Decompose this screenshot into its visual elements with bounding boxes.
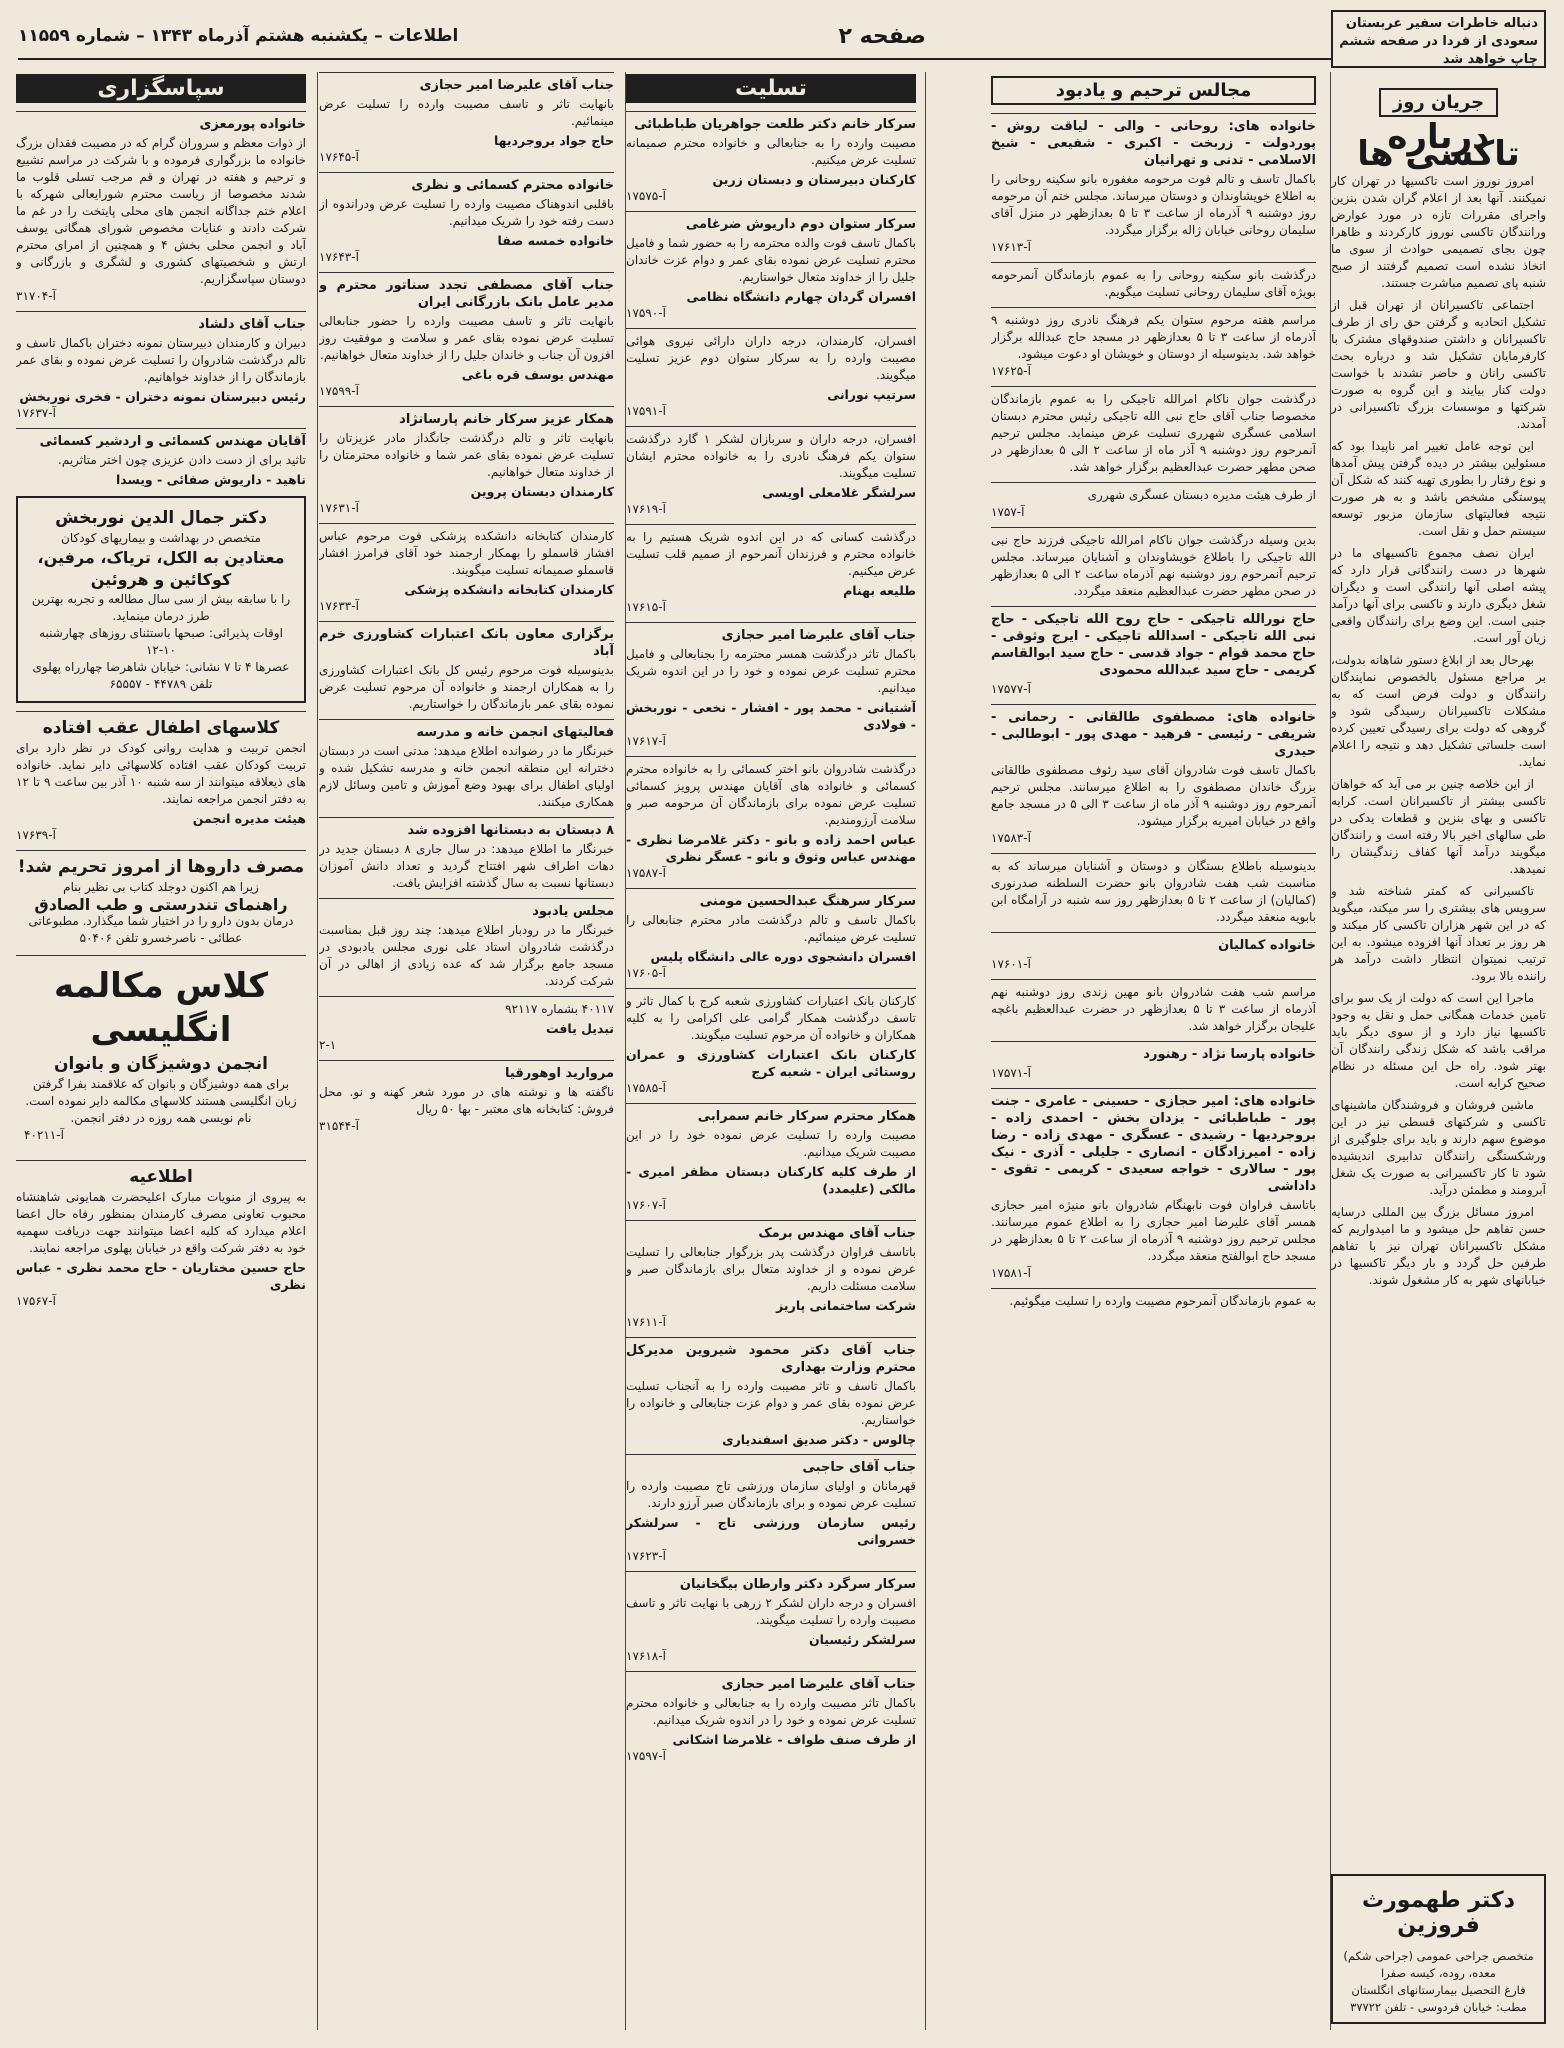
ad-books-names: راهنمای تندرستی و طب الصادق xyxy=(34,895,288,914)
notice-body: کارکنان بانک اعتبارات کشاورزی شعبه کرج با کمال تاثر و تاسف درگذشت همکار گرامی علی اکرامی را به کلیه همکاران و خانواده آن مرحوم تسلیت میگویند. xyxy=(626,994,916,1042)
notice-body: باکمال تاسف و تالم درگذشت مادر محترم جنابعالی را تسلیت عرض مینمائیم. xyxy=(626,913,916,944)
notice-body: درگذشت جوان ناکام امرالله تاجیکی را به عموم بازماندگان مخصوصا جناب آقای حاج نبی الله تاجیکی رئیس محترم دبستان اسلامی عسگری شهرری تسلیت عرض مینماید. مجلس ترحیم آنمرحوم روز دوشنبه ۹ آذر ماه از ساعت ۲ الی ۵ بعدازظهر در صحن مطهر حضرت عبدالعظیم برگزار خواهد شد. xyxy=(991,392,1316,474)
notice xyxy=(626,1220,916,1331)
notice-signature: رئیس سازمان ورزشی تاج - سرلشکر خسروانی xyxy=(626,1515,916,1547)
page-number: صفحه ۲ xyxy=(838,23,926,49)
notice-title: خانواده محترم کسمائی و نظری xyxy=(411,178,614,193)
notice-title: خانواده کمالیان xyxy=(1218,938,1316,953)
notice-body: خبرنگار ما اطلاع میدهد: در سال جاری ۸ دبستان جدید در دهات اطراف شهر افتتاح گردید و تعداد دانش آموزان دبستانها نسبت به سال گذشته افزایش یافت. xyxy=(319,842,614,890)
notice-body: ناگفته ها و نوشته های در مورد شعر کهنه و نو. محل فروش: کتابخانه های معتبر - بها ۵۰ ریال xyxy=(319,1085,614,1116)
doctor-name: دکتر طهمورث فروزین xyxy=(1362,1888,1515,1938)
notice xyxy=(319,1060,614,1135)
editorial-paragraph: اجتماعی تاکسیرانان از تهران قبل از تشکیل اتحادیه و گرفتن حق رای از طرف تاکسیرانان و داشتن صندوقهای مشترک با کارفرمایان تشکیل شد و درباره بحث تاکسی رانان و حاضر نشدند با خواست دولت کنار بیایند و این گروه به صورت شرکتها و موسسات بزرگ تاکسیرانی در آمدند. xyxy=(1331,298,1546,431)
editorial-paragraph: این توجه عامل تغییر امر ناپیدا بود که مسئولین بیشتر در دیده گرفتن پیش آمدها و نوع رفتار را بطوری تهیه کنند که شکل آن پیوستگی مشخص باشد و به هر صورت نتیجه فعالیتهای سازمان مزبور توسعه سیستم حمل و نقل است. xyxy=(1331,439,1546,538)
notice-signature: آشتیانی - محمد پور - افشار - نخعی - نوربخش - فولادی xyxy=(626,700,916,732)
english-class-ad xyxy=(16,955,306,1152)
notice-code: آ-۱۷۶۴۳ xyxy=(319,250,359,264)
notice xyxy=(626,888,916,982)
notice xyxy=(991,1288,1316,1310)
editorial-body xyxy=(1331,173,1546,1289)
ad-doctor-line: معتادین به الکل، تریاک، مرفین، کوکائین و هروئین xyxy=(37,548,285,589)
thanks-notices xyxy=(16,111,306,488)
notice xyxy=(16,428,306,488)
editorial-paragraph: ماجرا این است که دولت از یک سو برای تامین خدمات همگانی حمل و نقل به وجود تاکسیها نیاز دارد و از سوی دیگر باید مراقب باشد که شکل زندگی رانندگان آن بهتر شود. راه حل این مسئله در نظام صحیح کرایه است. xyxy=(1331,991,1546,1090)
ad-doctor-line: اوقات پذیرائی: صبحها باستثنای روزهای چهارشنبه ۱۰-۱۲ xyxy=(39,626,283,657)
notice xyxy=(319,719,614,811)
ad-english-body: برای همه دوشیزگان و بانوان که علاقمند بفرا گرفتن زبان انگلیسی هستند کلاسهای مکالمه دایر نموده است. نام نویسی همه روزه در دفتر انجمن. xyxy=(25,1077,297,1125)
doctor-nourbakhsh-ad xyxy=(16,496,306,703)
column-rule xyxy=(317,72,318,2030)
notice xyxy=(16,311,306,422)
notice-title: همکار عزیز سرکار خانم پارسانژاد xyxy=(399,412,614,427)
ad-english-title: کلاس مکالمه انگلیسی xyxy=(53,966,269,1050)
notice-body: کارمندان کتابخانه دانشکده پزشکی فوت مرحوم عباس افشار قاسملو را بهمکار ارجمند خود آقای فرامرز افشار قاسملو صمیمانه تسلیت میگویند. xyxy=(319,529,614,577)
notice-body: باقلبی اندوهناک مصیبت وارده را تسلیت عرض ودراندوه از دست رفته خود را شریک میدانیم. xyxy=(319,197,614,228)
notice-title: ۸ دبستان به دبستانها افزوده شد xyxy=(407,823,614,838)
ad-classes-body: انجمن تربیت و هدایت روانی کودک در نظر دارد برای تربیت کودکان عقب افتاده کلاسهائی دایر نماید. خانواده های ذیعلاقه میتوانند از سه شنبه ۱۰ آذر بین ساعت ۹ تا ۱۲ به دفتر انجمن مراجعه نمایند. xyxy=(16,741,306,806)
notice-signature: سرلشکر رئیسیان xyxy=(808,1632,916,1647)
medicine-book-ad xyxy=(16,850,306,947)
announcement-title: اطلاعیه xyxy=(129,1167,193,1187)
notice-code: آ-۱۷۶۱۸ xyxy=(626,1649,666,1663)
ad-english-code: آ-۴۰۲۱۱ xyxy=(24,1128,64,1142)
notice-code: ۲-۱ xyxy=(319,1038,337,1052)
notice xyxy=(319,996,614,1054)
notice-body: بانهایت تاثر و تاسف مصیبت وارده را حضور جنابعالی تسلیت عرض نموده بقای عمر و سلامت و موفقیت روز افزون آن جناب و خاندان جلیل را از خداوند متعال خواهانیم. xyxy=(319,314,614,362)
doctor-details xyxy=(1339,1948,1538,2016)
notice-signature: ناهید - داریوش صفائی - ویسدا xyxy=(116,472,306,487)
ad-classes-title: کلاسهای اطفال عقب افتاده xyxy=(42,718,280,738)
notice-body: باکمال تاثر درگذشت همسر محترمه را بجنابعالی و فامیل محترم تسلیت عرض نموده و خود را در این اندوه شریک میدانیم. xyxy=(626,647,916,695)
notice-body: به عموم بازماندگان آنمرحوم مصیبت وارده را تسلیت میگوئیم. xyxy=(1009,1294,1316,1308)
notice-title: خانواده پارسا نژاد - رهنورد xyxy=(1143,1047,1316,1062)
thanks-banner: سپاسگزاری xyxy=(16,74,306,103)
notice-body: مصیبت وارده را به جنابعالی و خانواده محترم صمیمانه تسلیت عرض میکنیم. xyxy=(626,136,916,167)
notice xyxy=(626,988,916,1097)
teaser-box: دنباله خاطرات سفیر عربستان سعودی از فردا در صفحه ششم چاپ خواهد شد xyxy=(1331,10,1546,68)
editorial-paragraph: ماشین فروشان و فروشندگان ماشینهای تاکسی و شرکتهای قسطی نیز در این موضوع سهم دارند و باید برای جلوگیری از ورشکستگی رانندگان تدابیری اندیشیده شود تا کار تاکسیرانی به صورت یک شغل آبرومند و مطمئن درآید. xyxy=(1331,1098,1546,1197)
notice-code: آ-۱۷۶۰۵ xyxy=(626,966,666,980)
notice-body: قهرمانان و اولیای سازمان ورزشی تاج مصیبت وارده را تسلیت عرض نموده و برای بازماندگان صبر آرزو دارند. xyxy=(626,1479,916,1510)
notice-body: درگذشت بانو سکینه روحانی را به عموم بازماندگان آنمرحومه بویژه آقای سلیمان روحانی تسلیت میگویم. xyxy=(991,268,1316,299)
notice-code: آ-۱۷۵۸۵ xyxy=(626,1081,666,1095)
notice-title: برگزاری معاون بانک اعتبارات کشاورزی خرم آباد xyxy=(319,627,614,659)
notice-code: آ-۱۷۵۷ xyxy=(991,505,1025,519)
notice-code: آ-۱۷۶۲۳ xyxy=(626,1549,666,1563)
notice-body: مصیبت وارده را تسلیت عرض نموده خود را در این مصیبت شریک میدانیم. xyxy=(626,1128,916,1159)
notice xyxy=(319,272,614,400)
notice xyxy=(991,386,1316,476)
notice-body: درگذشت شادروان بانو اختر کسمائی را به خانواده محترم کسمائی و خانواده های آقایان مهندس پرویز کسمائی تسلیت عرض نموده برای بازماندگان آن مرحومه صبر و سلامت آرزومندیم. xyxy=(626,762,916,827)
notice xyxy=(626,211,916,322)
doctor-advertisement xyxy=(1331,1874,1546,2024)
notice xyxy=(991,932,1316,973)
notice-body: باکمال تاسف فوت شادروان آقای سید رئوف مصطفوی طالقانی بزرگ خاندان مصطفوی را به اطلاع میرسانند. مجلس ترحیم آنمرحوم روز دوشنبه ۹ آذر ماه از ساعت ۳ الی ۵ در مسجد جامع واقع در خیابان امیریه برگزار میشود. xyxy=(991,763,1316,828)
notice xyxy=(991,307,1316,380)
notice-body: افسران، کارمندان، درجه داران دارائی نیروی هوائی مصیبت وارده را به سرکار ستوان دوم عزیز تسلیت میگویند. xyxy=(626,334,916,382)
notice-signature: سرتیپ نورانی xyxy=(827,387,916,402)
notice xyxy=(319,172,614,266)
notice-title: خانواده های: روحانی - والی - لیاقت روش - پوردولت - زربخت - اکبری - شفیعی - شیخ الاسلامی - تدنی و تهرانیان xyxy=(991,119,1316,168)
doctor-line: متخصص جراحی عمومی (جراحی شکم) معده، روده، کیسه صفرا xyxy=(1343,1949,1534,1980)
notice-title: آقایان مهندس کسمائی و اردشیر کسمائی xyxy=(39,434,306,449)
notice-title: جناب آقای علیرضا امیر حجازی xyxy=(721,1677,916,1692)
notice xyxy=(319,898,614,990)
notice-signature: مهندس یوسف قره باغی xyxy=(461,367,614,382)
notice-body: بدینوسیله باطلاع بستگان و دوستان و آشنایان میرساند که به مناسبت شب هفت شادروان بانو حضرت السلطنه صدرنوری (کمالیان) از ساعت ۲ تا ۵ بعدازظهر روز سه شنبه در آرامگاه ابن بابویه منعقد میگردد. xyxy=(991,859,1316,924)
notice-signature: افسران گردان چهارم دانشگاه نظامی xyxy=(686,289,916,304)
notice-title: خانواده پورمعزی xyxy=(199,117,306,132)
notice-title: حاج نورالله تاجیکی - حاج روح الله تاجیکی - حاج نبی الله تاجیکی - اسدالله تاجیکی - ایرج وثوقی - حاج محمد قوام - جواد قدسی - حاج سید ابوالقاسم کریمی - حاج سید عبدالله محمودی xyxy=(991,612,1316,678)
notice xyxy=(991,482,1316,521)
notice-signature: خانواده خمسه صفا xyxy=(497,233,614,248)
doctor-line: مطب: خیابان فردوسی - تلفن ۳۷۷۲۲ xyxy=(1350,2000,1527,2014)
notice-signature: از طرف صنف طواف - غلامرضا اشکانی xyxy=(672,1732,916,1747)
notice xyxy=(991,113,1316,256)
notice-title: جناب آقای دکتر محمود شیروین مدیرکل محترم وزارت بهداری xyxy=(626,1343,916,1375)
notice-signature: کارکنان دبیرستان و دبستان زرین xyxy=(712,172,916,187)
notice xyxy=(626,756,916,882)
notice-code: آ-۱۷۶۳۱ xyxy=(319,501,359,515)
notice-title: جناب آقای حاجبی xyxy=(802,1460,916,1475)
notice-signature: عباس احمد زاده و بانو - دکتر غلامرضا نظری - مهندس عباس وثوق و بانو - عسگر نظری xyxy=(626,832,916,864)
notice-body: از ذوات معظم و سروران گرام که در مصیبت فقدان بزرگ خانواده ما بزرگواری فرموده و با شرکت در مراسم تشییع و ترحیم و هفته در تهران و قم مرجب تسلی قلوب ما شدند مخصوصا از ریاست محترم شورایعالی شهرکه با اعلام ختم جداگانه انجمن های محلی پایتخت را در غم ما شرکت دادند و عنایات مخصوص شورای همگانی یوسف آباد و انجمن محلی بخش ۴ و همچنین از امرای محترم ارتش و شخصیتهای کشوری و لشگری و بازرگانی و دوستان سپاسگزاریم. xyxy=(16,136,306,286)
notice-body: خبرنگار ما در رضوانده اطلاع میدهد: مدتی است در دبستان دخترانه این منطقه انجمن خانه و مدرسه تشکیل شده و اولیای اطفال برای بهبود وضع آموزش و تامین وسائل لازم همکاری میکنند. xyxy=(319,744,614,809)
notice-signature: تبدیل یافت xyxy=(545,1021,614,1036)
ad-doctor-line: عصرها ۴ تا ۷ نشانی: خیابان شاهرضا چهارراه پهلوی xyxy=(32,660,290,674)
notice-signature: شرکت ساختمانی پاریز xyxy=(776,1298,916,1313)
notice-title: سرکار ستوان دوم داریوش ضرغامی xyxy=(685,217,916,232)
notice-body: تاثید برای از دست دادن عزیزی چون اختر متاثریم. xyxy=(58,453,306,467)
editorial-kicker: جریان روز xyxy=(1379,88,1498,117)
notice-code: آ-۱۷۵۸۱ xyxy=(991,1266,1031,1280)
notice-body: بانهایت تاثر و تاسف مصیبت وارده را تسلیت عرض مینمائیم. xyxy=(319,97,614,128)
notice-body: بدین وسیله درگذشت جوان ناکام امرالله تاجیکی فرزند حاج نبی الله تاجیکی را باطلاع خویشاوندان و آشنایان میرساند. مجلس ترحیم آنمرحوم روز دوشنبه نهم آذرماه ساعت ۲ الی ۵ بعدازظهر در صحن مطهر حضرت عبدالعظیم منعقد میگردد. xyxy=(991,533,1316,598)
notice-body: درگذشت کسانی که در این اندوه شریک هستیم را به خانواده محترم و فرزندان آنمرحوم از صمیم قلب تسلیت عرض میکنیم. xyxy=(626,530,916,578)
notice xyxy=(626,1671,916,1765)
notice-code: آ-۱۷۶۴۵ xyxy=(319,150,359,164)
editorial-paragraph: امروز مسائل بزرگ بین المللی درسایه حسن تفاهم حل میشود و ما امیدواریم که مشکل تاکسیرانان تهران نیز با تفاهم طرفین حل گردد و بار دیگر تاکسیها در خیابانهای شهر به کار مشغول شوند. xyxy=(1331,1205,1546,1287)
notices-column xyxy=(319,72,614,2030)
notice-title: همکار محترم سرکار خانم سمرابی xyxy=(697,1109,916,1124)
notice xyxy=(626,111,916,205)
notice xyxy=(991,262,1316,301)
notice-body: مراسم هفته مرحوم ستوان یکم فرهنگ نادری روز دوشنبه ۹ آذرماه از ساعت ۳ تا ۵ بعدازظهر در مسجد حاج عبدالله برگزار خواهد شد. بدینوسیله از دوستان و خویشان او دعوت میشود. xyxy=(991,313,1316,361)
notice xyxy=(626,1337,916,1448)
editorial-title: درباره تاکسی ها xyxy=(1357,117,1520,174)
notice-title: سرکار سرگرد دکتر وارطان بیگخانیان xyxy=(679,1577,916,1592)
notice-title: جناب آقای علیرضا امیر حجازی xyxy=(419,78,614,93)
notice-body: باتاسف فراوان درگذشت پدر بزرگوار جنابعالی را تسلیت عرض نموده و از خداوند متعال برای بازماندگان صبر و سلامت مسئلت داریم. xyxy=(626,1245,916,1293)
notice-code: آ-۱۷۶۱۱ xyxy=(626,1315,666,1329)
ad-doctor-lines xyxy=(26,530,296,693)
notice-code: آ-۱۷۵۷۱ xyxy=(991,1066,1031,1080)
ad-classes-code: آ-۱۷۶۳۹ xyxy=(16,828,56,842)
notice-code: آ-۱۷۶۳۷ xyxy=(16,406,56,420)
notice-signature: چالوس - دکتر صدیق اسفندیاری xyxy=(722,1432,916,1447)
masthead xyxy=(18,14,1546,60)
notice-body: افسران و درجه داران لشکر ۲ زرهی با نهایت تاثر و تاسف مصیبت وارده را تسلیت میگویند. xyxy=(626,1596,916,1627)
condolence-column xyxy=(626,72,916,2030)
notice xyxy=(626,1571,916,1665)
notice xyxy=(626,426,916,518)
editorial-paragraph: تاکسیرانی که کمتر شناخته شد و سرویس های بیشتری را سر میکند، میگوید که در این شهر هزاران تاکسی کار میکند و هر روز بر تعداد آنها افزوده میشود. به این ترتیب نمیتوان انتظار داشت درآمد هر راننده بالا برود. xyxy=(1331,884,1546,983)
notice-body: دبیران و کارمندان دبیرستان نمونه دختران باکمال تاسف و تالم درگذشت شادروان را تسلیت عرض نموده و بقای عمر بازماندگان را از خداوند خواهانیم. xyxy=(16,336,306,384)
notice-body: مراسم شب هفت شادروان بانو مهین زندی روز دوشنبه نهم آذرماه از ساعت ۳ تا ۵ بعدازظهر در حضرت عبدالعظیم باغچه علیجان برگزار خواهد شد. xyxy=(991,985,1316,1033)
ad-doctor-line: تلفن ۴۴۷۸۹ - ۶۵۵۵۷ xyxy=(109,677,213,691)
ad-doctor-line: را با سابقه بیش از سی سال مطالعه و تجربه بهترین طرز درمان مینماید. xyxy=(31,592,291,623)
notice xyxy=(319,72,614,166)
notice-title: فعالیتهای انجمن خانه و مدرسه xyxy=(416,725,614,740)
condolence-header: تسلیت xyxy=(626,74,916,103)
memorial-notices xyxy=(991,113,1316,1310)
notice-title: جناب آقای مصطفی تجدد سناتور محترم و مدیر عامل بانک بازرگانی ایران xyxy=(319,278,614,310)
notice-signature: کارمندان کتابخانه دانشکده پزشکی xyxy=(404,582,614,597)
notice xyxy=(626,328,916,420)
notice-signature: حاج جواد بروجردیها xyxy=(493,133,614,148)
notice-title: مجلس یادبود xyxy=(532,904,614,919)
notice-code: آ-۱۷۵۹۹ xyxy=(319,384,359,398)
notice xyxy=(626,1454,916,1565)
notice xyxy=(991,1088,1316,1282)
notice xyxy=(626,524,916,616)
notice-title: جناب آقای دلشاد xyxy=(198,317,306,332)
notice-body: خبرنگار ما در رودبار اطلاع میدهد: چند روز قبل بمناسبت درگذشت شادروان استاد علی نوری مجلس یادبودی در مسجد جامع برگزار شد که عده زیادی از اهالی در آن شرکت کردند. xyxy=(319,923,614,988)
notice-body: باکمال تاسف و تاثر مصیبت وارده را به آنجناب تسلیت عرض نموده بقای عمر و دوام عزت جنابعالی و خانواده را خواستاریم. xyxy=(626,1379,916,1427)
notice-code: آ-۱۷۵۹۰ xyxy=(626,306,666,320)
notice-body: ۴۰۱۱۷ بشماره ۹۲۱۱۷ xyxy=(505,1002,614,1016)
notice-signature: از طرف کلیه کارکنان دبستان مظفر امیری - مالکی (علیمدد) xyxy=(626,1164,916,1196)
notice xyxy=(16,111,306,305)
editorial-paragraph: بهرحال بعد از ابلاغ دستور شاهانه بدولت، بر مراجع مسئول بالخصوص نمایندگان رانندگان و دولت فرض است که به مشکلات تاکسیرانان رسیدگی شود و گروهی که دولت برای رسیدگی تعیین کرده است جلساتی تشکیل دهد و نتیجه را اعلام نماید. xyxy=(1331,653,1546,769)
ad-doctor-line: متخصص در بهداشت و بیماریهای کودکان xyxy=(61,531,261,545)
notice-title: سرکار خانم دکتر طلعت جواهریان طباطبائی xyxy=(634,117,916,132)
column-rule xyxy=(925,72,926,2030)
notice xyxy=(319,817,614,892)
ad-books-subtitle: زیرا هم اکنون دوجلد کتاب بی نظیر بنام xyxy=(63,880,259,894)
notice-title: خانواده های: امیر حجازی - حسینی - عامری - جنت پور - طباطبائی - یزدان بخش - احمدی زاده - بروجردیها - رشیدی - عسگری - مهدی زاده - رضا زاده - امیرزادگان - انصاری - جلیلی - آذری - نیک پور - سالاری - خواجه سعیدی - کریمی - تقوی - داداشی xyxy=(991,1094,1316,1194)
notice xyxy=(319,406,614,517)
notice-body: از طرف هیئت مدیره دبستان عسگری شهرری xyxy=(1087,488,1316,502)
notice-body: باکمال تاسف و تالم فوت مرحومه مغفوره بانو سکینه روحانی را به اطلاع خویشاوندان و دوستان میرساند. مجلس ختم آن مرحومه روز دوشنبه ۹ آذرماه از ساعت ۳ تا ۵ بعدازظهر در منزل آقای سلیمان روحانی خیابان ژاله برگزار میگردد. xyxy=(991,172,1316,237)
notice-signature: افسران دانشجوی دوره عالی دانشگاه پلیس xyxy=(650,949,916,964)
issue-line: اطلاعات – یکشنبه هشتم آذرماه ۱۳۴۳ – شماره ۱۱۵۵۹ xyxy=(18,26,459,46)
doctor-line: فارغ التحصیل بیمارستانهای انگلستان xyxy=(1351,1983,1526,1997)
notice-signature: کارمندان دبستان پروین xyxy=(470,484,614,499)
notice-body: باکمال تاسف فوت والده محترمه را به حضور شما و فامیل محترم تسلیت عرض نموده بقای عمر و دوام عزت خاندان جلیل را از خداوند متعال خواستاریم. xyxy=(626,236,916,284)
notice-code: آ-۳۱۵۴۴ xyxy=(319,1119,359,1133)
notice-code: آ-۱۷۵۹۱ xyxy=(626,404,666,418)
notice-code: آ-۱۷۵۸۳ xyxy=(991,831,1031,845)
notice xyxy=(991,979,1316,1035)
memorial-header: مجالس ترحیم و یادبود xyxy=(991,76,1316,105)
notice xyxy=(626,1103,916,1214)
notice-code: آ-۱۷۶۳۳ xyxy=(319,599,359,613)
notice-title: خانواده های: مصطفوی طالقانی - رحمانی - شریفی - رئیسی - فرهید - مهدی پور - ابوطالبی - حیدری xyxy=(991,710,1316,759)
special-classes-ad xyxy=(16,711,306,844)
ad-books-body: درمان بدون دارو را در اختیار شما میگذارد. مطبوعاتی عطائی - ناصرخسرو تلفن ۵۰۴۰۶ xyxy=(28,914,294,945)
notice-body: باتاسف فراوان فوت نابهنگام شادروان بانو منیژه امیر حجازی همسر آقای علیرضا امیر حجازی را به اطلاع عموم میرسانند. مجلس ترحیم روز دوشنبه ۹ آذرماه از ساعت ۲ تا ۵ بعدازظهر در مسجد حاج ابوالفتح منعقد میگردد. xyxy=(991,1198,1316,1263)
announcement-sign: حاج حسین مختاریان - حاج محمد نظری - عباس نظری xyxy=(16,1260,306,1292)
notice-body: بانهایت تاثر و تالم درگذشت جانگداز مادر عزیزتان را تسلیت عرض نموده بقای عمر شما و خانواده محترمتان را از خداوند متعال خواهانیم. xyxy=(319,431,614,479)
announcement-code: آ-۱۷۵۶۷ xyxy=(16,1294,56,1308)
notice xyxy=(991,1041,1316,1082)
editorial-paragraph: از این خلاصه چنین بر می آید که خواهان تاکسی بیشتر از تاکسیرانان است. کرایه تاکسی و بهای بنزین و قطعات یدکی در طی سالهای اخیر بالا رفته است و رانندگان میگویند درآمد آنها کفاف زندگیشان را نمیدهد. xyxy=(1331,777,1546,876)
notice-body: باکمال تاثر مصیبت وارده را به جنابعالی و خانواده محترم تسلیت عرض نموده و خود را در اندوه شریک میدانیم. xyxy=(626,1696,916,1727)
notice-signature: کارکنان بانک اعتبارات کشاورزی و عمران روستائی ایران - شعبه کرج xyxy=(626,1047,916,1079)
notice xyxy=(991,853,1316,926)
notice-body: بدینوسیله فوت مرحوم رئیس کل بانک اعتبارات کشاورزی را به همکاران ارجمند و خانواده آن مرحوم تسلیت عرض نموده بقای عمر بازماندگان را خواستاریم. xyxy=(319,663,614,711)
notice-title: جناب آقای علیرضا امیر حجازی xyxy=(721,628,916,643)
notice-code: آ-۱۷۶۱۳ xyxy=(991,240,1031,254)
notice-code: آ-۱۷۵۷۵ xyxy=(626,189,666,203)
notice-title: جناب آقای مهندس برمک xyxy=(758,1226,916,1241)
ad-english-org: انجمن دوشیزگان و بانوان xyxy=(54,1054,268,1074)
notice-code: آ-۳۱۷۰۴ xyxy=(16,289,56,303)
notice xyxy=(991,704,1316,847)
notice-code: آ-۱۷۵۷۷ xyxy=(991,682,1031,696)
notice-signature: طلیعه بهنام xyxy=(843,583,916,598)
notice-code: آ-۱۷۵۸۷ xyxy=(626,866,666,880)
condolence-notices xyxy=(626,111,916,1765)
notice-code: آ-۱۷۶۱۹ xyxy=(626,502,666,516)
misc-notices xyxy=(319,72,614,1135)
notice-code: آ-۱۷۶۰۱ xyxy=(991,957,1031,971)
notice-body: افسران، درجه داران و سربازان لشکر ۱ گارد درگذشت ستوان یکم فرهنگ نادری را به خانواده محترم ایشان تسلیت میگویند. xyxy=(626,432,916,480)
notice-code: آ-۱۷۶۱۵ xyxy=(626,600,666,614)
notice-signature: رئیس دبیرستان نمونه دختران - فخری نوربخش xyxy=(19,389,306,404)
announcement-body: به پیروی از منویات مبارک اعلیحضرت همایونی شاهنشاه محبوب تعاونی مصرف کارمندان بمنظور رفاه حال اعضا اعلام میدارد که کلیه اعضا میتوانند جهت دریافت سهمیه خود به دفتر شرکت واقع در خیابان پهلوی مراجعه نمایند. xyxy=(16,1190,306,1255)
notice xyxy=(319,523,614,615)
thanks-ads-column xyxy=(16,72,306,2030)
notice-title: سرکار سرهنگ عبدالحسین مومنی xyxy=(699,894,916,909)
ad-classes-sign: هیئت مدیره انجمن xyxy=(192,811,306,826)
notice-code: آ-۱۷۶۰۷ xyxy=(626,1198,666,1212)
editorial-paragraph: امروز نوروز است تاکسیها در تهران کار نمیکنند. آنها بعد از اعلام گران شدن بنزین واجرای مقررات تازه در مورد عوارض ورانندگان تاکسی نوروز کارکردند و ظاهرا چون بجای تصمیمی حوادث از سوی ما اتخاذ نشده است تصمیم گرفتند از صبح شنبه پای تصمیم مباشرت جستند. xyxy=(1331,174,1546,290)
notice xyxy=(626,622,916,750)
notice-signature: سرلشگر غلامعلی اویسی xyxy=(762,485,916,500)
ad-doctor-name: دکتر جمال الدین نوربخش xyxy=(55,508,267,528)
notice-title: مروارید اوهورقیا xyxy=(505,1066,614,1081)
notice xyxy=(991,606,1316,698)
notice-code: آ-۱۷۶۲۵ xyxy=(991,364,1031,378)
announcement xyxy=(16,1160,306,1310)
notice xyxy=(319,621,614,713)
memorial-column xyxy=(991,72,1316,2030)
editorial-paragraph: ایران نصف مجموع تاکسیهای ما در شهرها در دست رانندگانی قرار دارد که پیشه اصلی آنها رانندگی است و دیگران شغل دیگری دارند و تاکسی برای آنها درآمد جنبی است. این وضع برای رانندگان واقعی زیان آور است. xyxy=(1331,546,1546,645)
editorial-column xyxy=(1331,72,1546,1858)
ad-books-title: مصرف داروها از امروز تحریم شد! xyxy=(17,857,305,877)
notice-code: آ-۱۷۶۱۷ xyxy=(626,734,666,748)
notice xyxy=(991,527,1316,600)
notice-code: آ-۱۷۵۹۷ xyxy=(626,1749,666,1763)
